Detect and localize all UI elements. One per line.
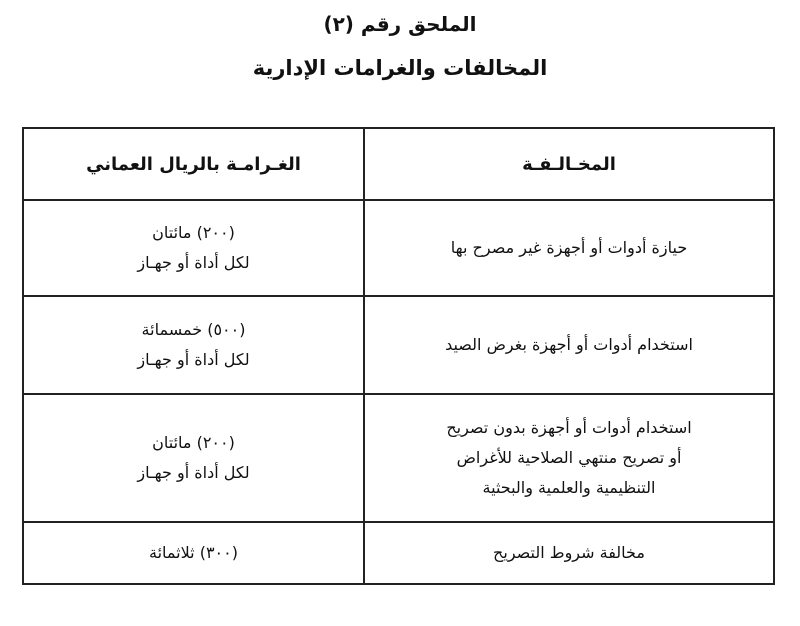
column-header-fine: الغـرامـة بالريال العماني — [23, 128, 364, 200]
violation-text: التنظيمية والعلمية والبحثية — [482, 478, 656, 497]
fine-cell — [23, 200, 364, 296]
fine-unit: لكل أداة أو جهـاز — [137, 463, 250, 482]
violations-fines-table — [22, 127, 775, 585]
fine-amount: (٥٠٠) خمسمائة — [141, 320, 246, 339]
violation-text: مخالفة شروط التصريح — [493, 543, 645, 562]
table-row — [23, 522, 774, 584]
violation-cell — [364, 296, 774, 394]
violation-text: استخدام أدوات أو أجهزة بدون تصريح — [446, 418, 692, 437]
table-row — [23, 296, 774, 394]
fine-unit: لكل أداة أو جهـاز — [137, 253, 250, 272]
fine-unit: لكل أداة أو جهـاز — [137, 350, 250, 369]
table-header-row — [23, 128, 774, 200]
violation-cell — [364, 522, 774, 584]
fine-amount: (٢٠٠) مائتان — [152, 223, 235, 242]
table-row — [23, 200, 774, 296]
violation-text: حيازة أدوات أو أجهزة غير مصرح بها — [450, 238, 688, 257]
annex-title: الملحق رقم (٢) — [323, 12, 477, 36]
fine-cell — [23, 296, 364, 394]
violation-text: أو تصريح منتهي الصلاحية للأغراض — [456, 448, 682, 467]
column-header-violation: المخـالـفـة — [364, 128, 774, 200]
fine-amount: (٣٠٠) ثلاثمائة — [149, 543, 238, 562]
fine-cell — [23, 522, 364, 584]
annex-subtitle: المخالفات والغرامات الإدارية — [252, 56, 548, 80]
fine-amount: (٢٠٠) مائتان — [152, 433, 235, 452]
violation-cell — [364, 200, 774, 296]
violation-cell — [364, 394, 774, 522]
fine-cell — [23, 394, 364, 522]
table-row — [23, 394, 774, 522]
violation-text: استخدام أدوات أو أجهزة بغرض الصيد — [445, 335, 693, 354]
